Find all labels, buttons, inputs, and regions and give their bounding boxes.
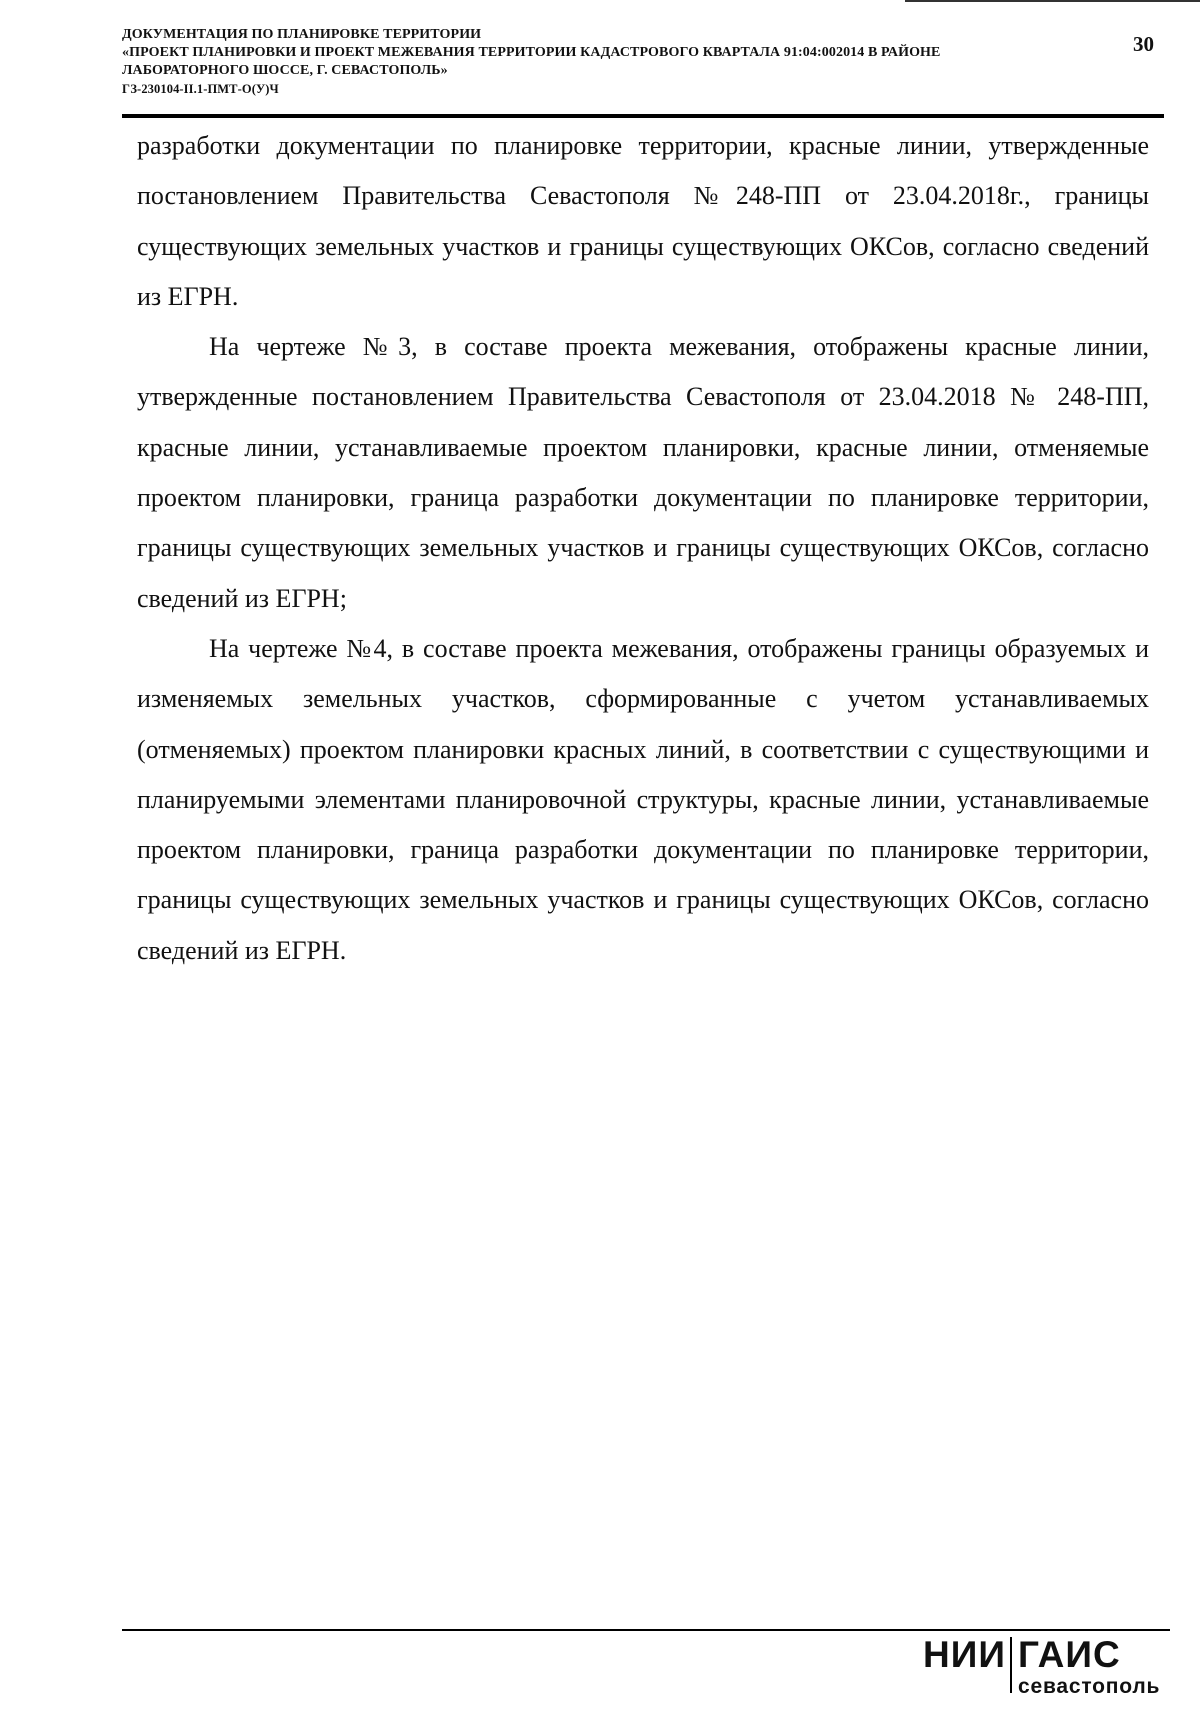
header-document-code: ГЗ-230104-II.1-ПМТ-О(У)Ч (122, 82, 279, 96)
logo-right-text: ГАИС (1018, 1634, 1121, 1675)
header-divider (122, 114, 1164, 118)
company-logo (923, 1633, 1173, 1708)
scan-edge-line (905, 0, 1200, 2)
header-project-name: «ПРОЕКТ ПЛАНИРОВКИ И ПРОЕКТ МЕЖЕВАНИЯ ТЕРРИТОРИИ КАДАСТРОВОГО КВАРТАЛА 91:04:002014 В РАЙОНЕ (122, 45, 941, 60)
document-header (122, 26, 1082, 98)
document-body (137, 121, 1149, 976)
logo-subtitle: севастополь (1018, 1675, 1161, 1698)
header-title: ДОКУМЕНТАЦИЯ ПО ПЛАНИРОВКЕ ТЕРРИТОРИИ (122, 27, 482, 42)
paragraph-1: разработки документации по планировке территории, красные линии, утвержденные постановлением Правительства Севастополя №248-ПП от 23.04.2018г., границы существующих земельных участков и границы существующих ОКСов, согласно сведений из ЕГРН. (137, 131, 1149, 311)
paragraph-3: На чертеже №4, в составе проекта межевания, отображены границы образуемых и изменяемых земельных участков, сформированные с учетом устанавливаемых (отменяемых) проектом планировки красных линий, в соответствии с существующими и планируемыми элементами планировочной структуры, красные линии, устанавливаемые проектом планировки, граница разработки документации по планировке территории, границы существующих земельных участков и границы существующих ОКСов, согласно сведений из ЕГРН. (137, 633, 1149, 965)
page-number: 30 (1133, 32, 1154, 56)
logo-divider (1010, 1637, 1012, 1693)
logo-left-text: НИИ (923, 1634, 1006, 1675)
footer-divider (122, 1629, 1170, 1631)
header-project-location: ЛАБОРАТОРНОГО ШОССЕ, Г. СЕВАСТОПОЛЬ» (122, 63, 448, 78)
paragraph-2: На чертеже №3, в составе проекта межевания, отображены красные линии, утвержденные постановлением Правительства Севастополя от 23.04.2018 № 248-ПП, красные линии, устанавливаемые проектом планировки, красные линии, отменяемые проектом планировки, граница разработки документации по планировке территории, границы существующих земельных участков и границы существующих ОКСов, согласно сведений из ЕГРН; (137, 332, 1149, 613)
